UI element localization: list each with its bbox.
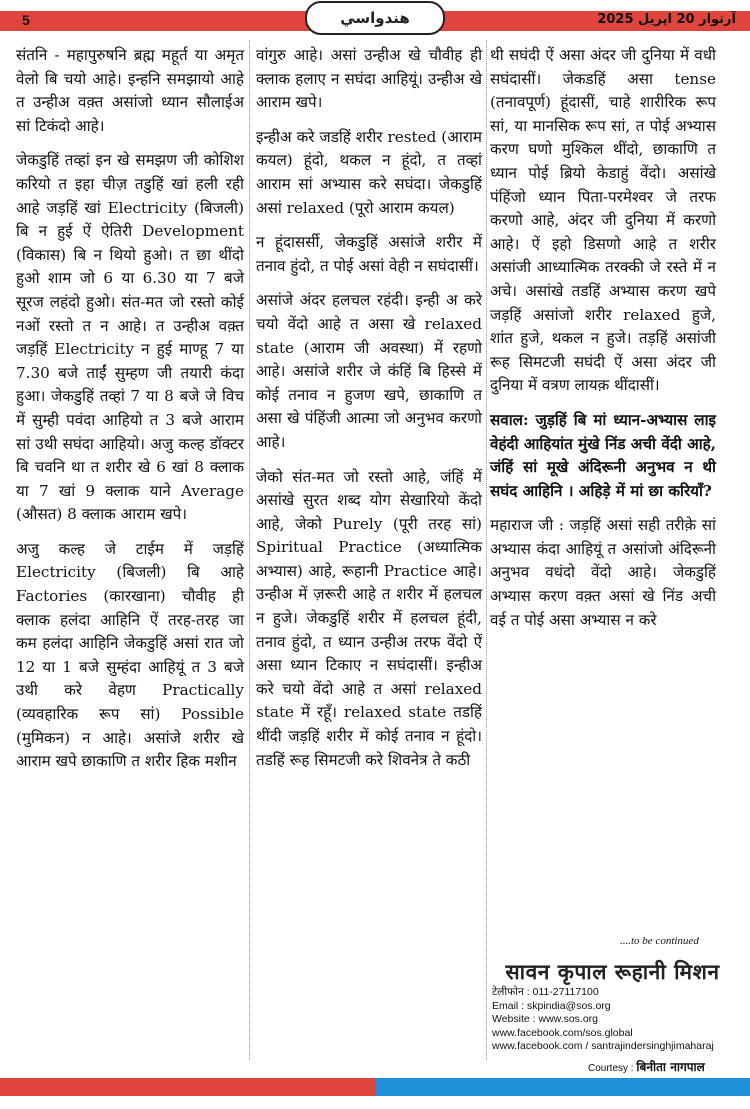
- article-column-3: [490, 44, 716, 643]
- paragraph: थी सघंदी ऐं असा अंदर जी दुनिया में वधी सघंदासीं। जेकडहिं असा tense (तनावपूर्ण) हूंदासीं, चाहे शारीरिक रूप सां, या मानसिक रूप सां, त पोई अभ्यास करण घणो मुश्किल थींदो, छाकाणि त ध्यान पोई ब्रियो केडाहुं वेंदो। असांखे पंहिंजो ध्यान पिता-परमेश्वर जे तरफ करणो आहे, अंदर जी दुनिया में करणो आहे। ऐं इहो डिसणो आहे त शरीर असांजी आध्यात्मिक तरक्की जे रस्ते में न अचे। असांखे तडहिं अभ्यास करण खपे जड़हिं असांजो शरीर relaxed हुजे, शांत हुजे, थकल न हुजे। तड़हिं असांजी रूह सिमटजी सघंदी ऐं असा अंदर जी दुनिया में वत्रण लायक़ थींदासीं।: [490, 46, 716, 395]
- page-footer: [0, 1078, 750, 1096]
- phone-line: टेलीफोन : 011-27117100: [492, 986, 599, 998]
- paragraph: संतनि - महापुरुषनि ब्रह्म महूर्त या अमृत वेलो बि चयो आहे। इन्हनि समझायो आहे त उन्हीअ वक़्त असांजो ध्यान सौलाईअ सां टिकंदो आहे।: [16, 46, 244, 135]
- paragraph: असांजे अंदर हलचल रहंदी। इन्ही अ करे चयो वेंदो आहे त असा खे relaxed state (आराम जी अवस्था) में रहणो आहे। असांजे शरीर जे कंहिं बि हिस्से में कोई तनाव न हुजण खपे, छाकाणि त असा खे पंहिंजी आत्मा जो अनुभव करणो आहे।: [256, 291, 482, 451]
- paragraph: न हूंदासर्सी, जेकडुहिं असांजे शरीर में तनाव हुंदो, त पोई असां वेही न सघंदासीं।: [256, 233, 482, 275]
- paragraph: अजु कल्ह जे टाईम में जड़हिं Electricity (बिजली) बि आहे Factories (कारखाना) चौवीह ही क्लाक हलंदा आहिनि ऐं तरह-तरह जा कम हलंदा आहिनि जेकडुहिं असां रात जो 12 या 1 बजे सुम्हंदा आहियूं त 3 बजे उथी करे वेहण Practically (व्यवहारिक रूप सां) Possible (मुमिकन) न आहे। असांजे शरीर खे आराम खपे छाकाणि त शरीर हिक मशीन: [16, 539, 244, 771]
- courtesy-label: Courtesy :: [588, 1063, 634, 1074]
- masthead-logo: ھندواسي: [305, 1, 445, 35]
- paragraph: जेको संत-मत जो रस्तो आहे, जंहिं में असांखे सुरत शब्द योग सेखारियो केंदो आहे, जेको Purely (पूरी तरह सां) Spiritual Practice (अध्यात्मिक अभ्यास) आहे, रूहानी Practice आहे। उन्हीअ में ज़रूरी आहे त शरीर में हलचल न हुजे। जेकडुहिं शरीर में हलचल हूंदी, तनाव हुंदो, त ध्यान उन्हीअ तरफ वेंदो ऐं असा ध्यान टिकाए न सघंदासीं। इन्हीअ करे चयो वेंदो आहे त असां relaxed state में रहूँ। relaxed state तडहिं थींदी जड़हिं शरीर में कोई तनाव न हूंदो। तडहिं रूह सिमटजी करे शिवनेत्र ते कठी: [256, 467, 482, 769]
- column-divider: [486, 40, 487, 1060]
- issue-date: آرتوار 20 اپريل 2025: [597, 12, 736, 27]
- article-column-1: [16, 44, 244, 785]
- facebook-link: www.facebook.com/sos.global: [492, 1026, 633, 1039]
- page-header: [0, 0, 750, 38]
- column-divider: [249, 40, 250, 1060]
- paragraph: जेकडुहिं तव्हां इन खे समझण जी कोशिश करियो त इहा चीज़ तडुहिं खां हली रही आहे जड़हिं खां Electricity (बिजली) बि न हुई ऐं ऐतिरी Development (विकास) बि न थियो हुओ। त छा थींदो हुओ शाम जो 6 या 6.30 या 7 बजे सूरज लहंदो हुओ। संत-मत जो रस्तो कोई नओं रस्तो त न आहे। त उन्हीअ वक़्त जड़हिं Electricity न हुई माण्हू 7 या 7.30 बजे ताईं सुम्हण जी तयारी कंदा हुआ। जेकडुहिं तव्हां 7 या 8 बजे जे विच में सुम्ही पवंदा आहियो त 3 बजे आराम सां उथी सघंदा आहियो। अजु कल्ह डॉक्टर बि चवनि था त शरीर खे 6 खां 8 क्लाक या 7 खां 9 क्लाक याने Average (औसत) 8 क्लाक आराम खपे।: [16, 151, 244, 524]
- answer-paragraph: महाराज जी : जड़हिं असां सही तरीक़े सां अभ्यास कंदा आहियूं त असांजो अंदिरूनी अनुभव वधंदो वेंदो आहे। जेकडुहिं अभ्यास करण वक़्त असां खे निंड अची वई त पोई असा अभ्यास न करे: [490, 516, 716, 629]
- mission-name: सावन कृपाल रूहानी मिशन: [505, 960, 720, 984]
- paragraph: इन्हीअ करे जडहिं शरीर rested (आराम कयल) हूंदो, थकल न हूंदो, त तव्हां आराम सां अभ्यास करे सघंदा। जेकडुहिं असां relaxed (पूरो आराम कयल): [256, 127, 482, 217]
- courtesy-name: बिनीता नागपाल: [636, 1060, 705, 1074]
- email-line: Email : skpindia@sos.org: [492, 999, 611, 1012]
- facebook-link: www.facebook.com / santrajindersinghjimaharaj: [492, 1040, 714, 1053]
- footer-red-band: [0, 1078, 375, 1096]
- to-be-continued: ....to be continued: [620, 935, 699, 947]
- question-paragraph: सवाल: जुड़हिं बि मां ध्यान-अभ्यास लाइ वेहंदी आहियांत मुंखे निंड अची वेंदी आहे, जंहिं सां मूखे अंदिरूनी अनुभव न थी सघंद आहिनि । अहिड़े में मां छा करियाँ?: [490, 410, 716, 500]
- footer-blue-band: [375, 1078, 750, 1096]
- paragraph: वांगुरु आहे। असां उन्हीअ खे चौवीह ही क्लाक हलाए न सघंदा आहियूं। उन्हीअ खे आराम खपे।: [256, 46, 482, 112]
- website-line: Website : www.sos.org: [492, 1013, 599, 1026]
- article-column-2: [256, 44, 482, 783]
- page-number: 5: [22, 12, 30, 28]
- courtesy-credit: [588, 1058, 705, 1075]
- contact-block: [492, 986, 732, 1054]
